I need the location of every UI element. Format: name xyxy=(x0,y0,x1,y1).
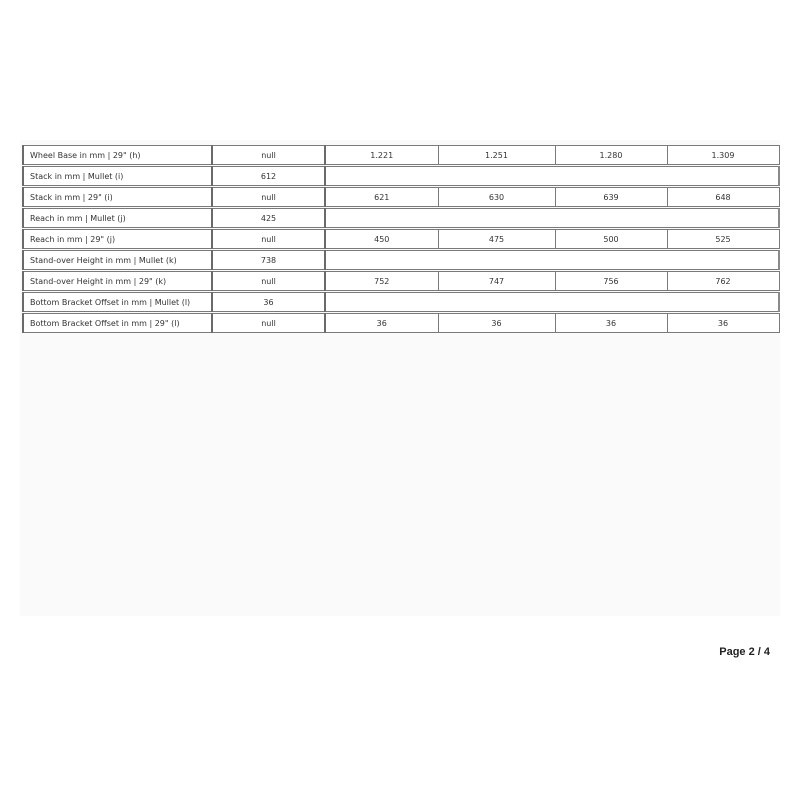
size-value: 747 xyxy=(438,272,555,291)
empty-size-cells xyxy=(325,209,779,228)
row-label: Stack in mm | 29" (i) xyxy=(23,188,212,207)
row-label: Bottom Bracket Offset in mm | Mullet (l) xyxy=(23,293,212,312)
base-value: null xyxy=(212,188,325,207)
row-label: Reach in mm | 29" (j) xyxy=(23,230,212,249)
row-label: Bottom Bracket Offset in mm | 29" (l) xyxy=(23,314,212,333)
size-value: 500 xyxy=(555,230,667,249)
base-value: 425 xyxy=(212,209,325,228)
table-row xyxy=(23,146,779,165)
size-value: 630 xyxy=(438,188,555,207)
size-value: 762 xyxy=(667,272,779,291)
size-value: 1.280 xyxy=(555,146,667,165)
table-row xyxy=(23,293,779,312)
size-value: 1.251 xyxy=(438,146,555,165)
base-value: null xyxy=(212,314,325,333)
size-value: 475 xyxy=(438,230,555,249)
row-label: Stand-over Height in mm | Mullet (k) xyxy=(23,251,212,270)
empty-size-cells xyxy=(325,251,779,270)
base-value: 738 xyxy=(212,251,325,270)
row-label: Wheel Base in mm | 29" (h) xyxy=(23,146,212,165)
table-row xyxy=(23,314,779,333)
size-value: 525 xyxy=(667,230,779,249)
geometry-table xyxy=(22,145,780,333)
row-label: Stand-over Height in mm | 29" (k) xyxy=(23,272,212,291)
base-value: null xyxy=(212,272,325,291)
base-value: 612 xyxy=(212,167,325,186)
size-value: 1.309 xyxy=(667,146,779,165)
size-value: 36 xyxy=(667,314,779,333)
row-label: Reach in mm | Mullet (j) xyxy=(23,209,212,228)
table-row xyxy=(23,251,779,270)
base-value: 36 xyxy=(212,293,325,312)
page-number: Page 2 / 4 xyxy=(719,646,770,658)
table-row xyxy=(23,272,779,291)
size-value: 36 xyxy=(555,314,667,333)
table-row xyxy=(23,167,779,186)
size-value: 1.221 xyxy=(325,146,438,165)
geometry-table-body xyxy=(23,146,779,333)
size-value: 756 xyxy=(555,272,667,291)
size-value: 639 xyxy=(555,188,667,207)
table-row xyxy=(23,209,779,228)
table-row xyxy=(23,188,779,207)
row-label: Stack in mm | Mullet (i) xyxy=(23,167,212,186)
empty-size-cells xyxy=(325,167,779,186)
empty-size-cells xyxy=(325,293,779,312)
size-value: 648 xyxy=(667,188,779,207)
size-value: 36 xyxy=(438,314,555,333)
size-value: 36 xyxy=(325,314,438,333)
size-value: 752 xyxy=(325,272,438,291)
table-row xyxy=(23,230,779,249)
base-value: null xyxy=(212,146,325,165)
base-value: null xyxy=(212,230,325,249)
size-value: 621 xyxy=(325,188,438,207)
size-value: 450 xyxy=(325,230,438,249)
